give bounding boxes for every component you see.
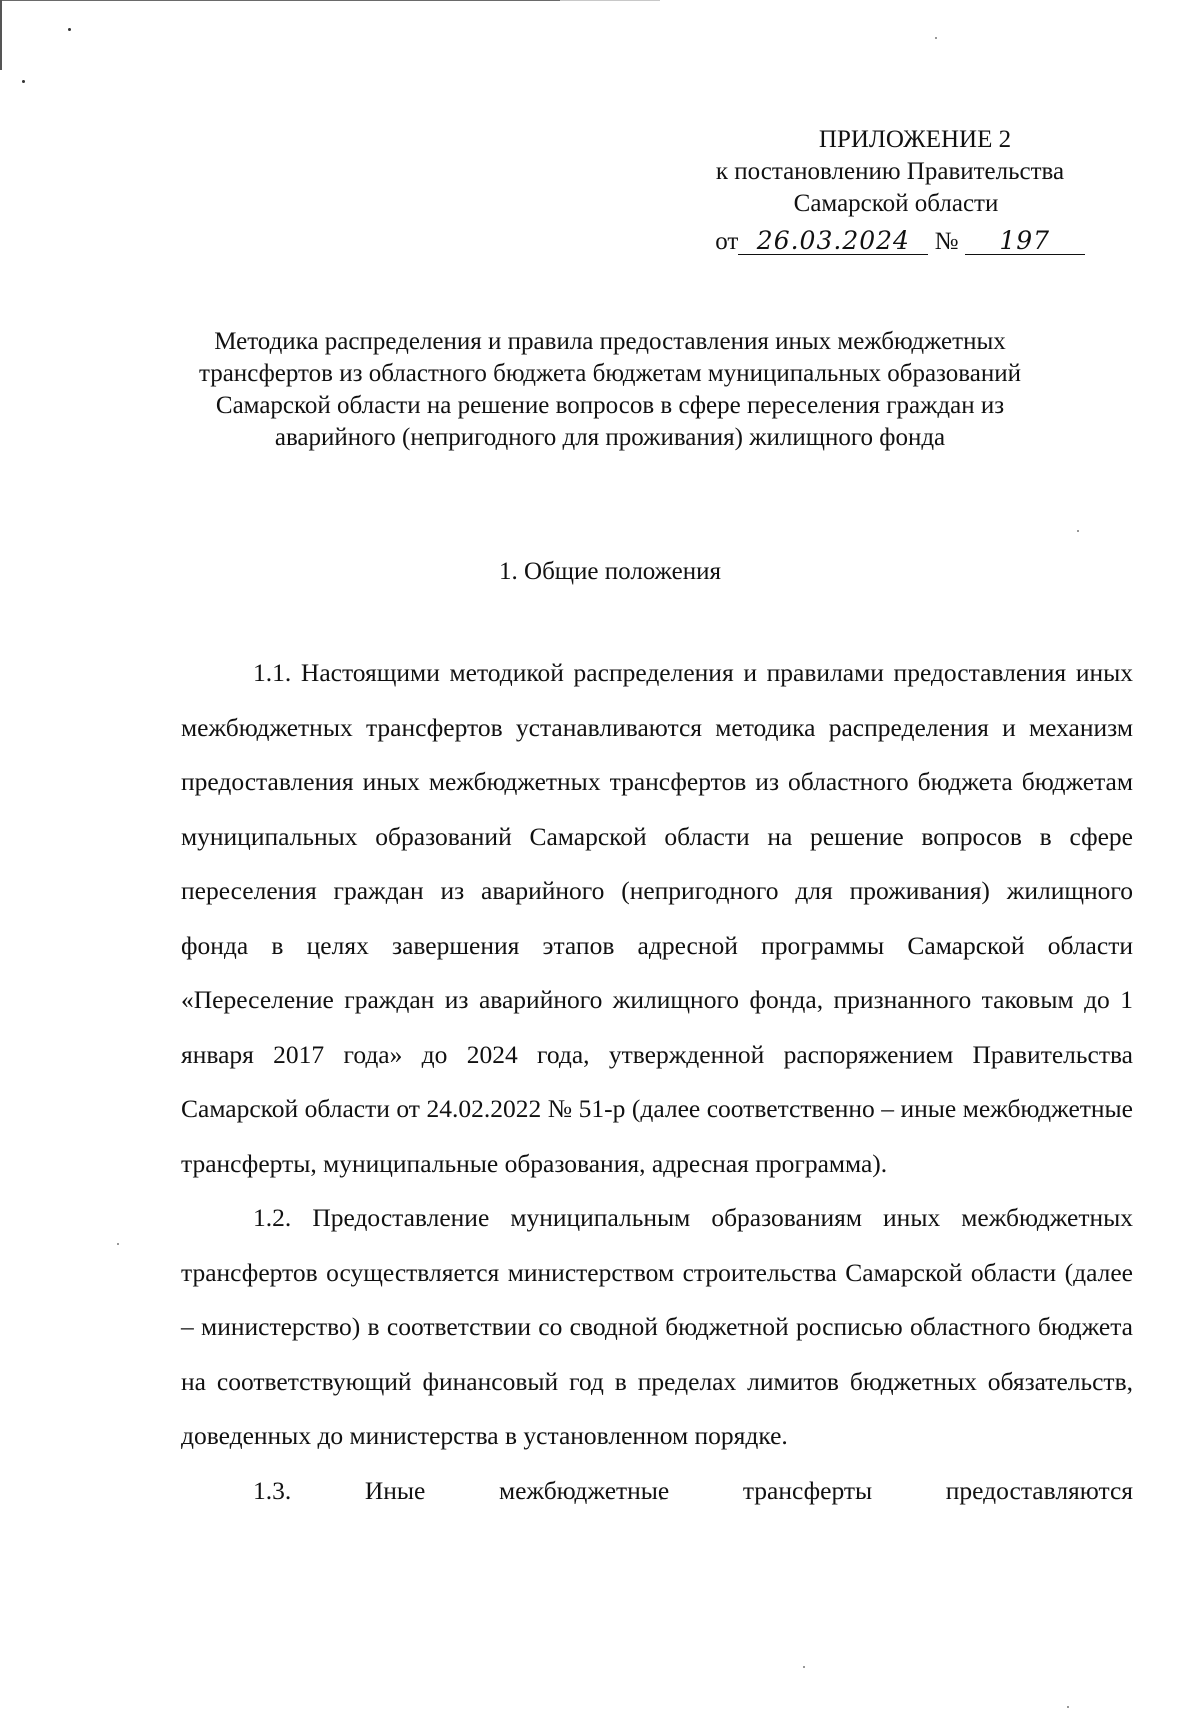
appendix-region: Самарской области — [793, 190, 999, 217]
paragraph-1-2: 1.2. Предоставление муниципальным образованиям иных межбюджетных трансфертов осуществляется министерством строительства Самарской области (далее – министерство) в соответствии со сводной бюджетной росписью областного бюджета на соответствующий финансовый год в пределах лимитов бюджетных обязательств, доведенных до министерства в установленном порядке. — [181, 1203, 1133, 1450]
document-title: Методика распределения и правила предоставления иных межбюджетных трансфертов из областного бюджета бюджетам муниципальных образований Самарской области на решение вопросов в сфере переселения граждан из аварийного (непригодного для проживания) жилищного фонда — [198, 328, 1021, 451]
scan-speck — [117, 1243, 119, 1245]
scan-speck — [803, 1666, 805, 1668]
scan-edge-top-faint — [560, 0, 660, 1]
paragraph-1-3: 1.3. Иные межбюджетные трансферты предоставляются — [253, 1475, 1133, 1505]
handwritten-date: 26.03.2024 — [738, 228, 928, 255]
scan-speck — [22, 80, 25, 83]
handwritten-number: 197 — [965, 228, 1085, 255]
document-body — [181, 646, 1133, 1518]
date-prefix: от — [715, 228, 739, 255]
approval-block — [640, 124, 1140, 258]
scan-speck — [68, 28, 71, 31]
scan-speck — [1067, 1706, 1069, 1708]
scan-speck — [935, 37, 937, 39]
appendix-subtitle: к постановлению Правительства — [715, 158, 1065, 185]
appendix-title: ПРИЛОЖЕНИЕ 2 — [818, 126, 1012, 153]
scan-speck — [1077, 530, 1079, 532]
approval-dateline — [660, 226, 1140, 258]
section-heading: 1. Общие положения — [499, 558, 721, 585]
number-label: № — [934, 228, 959, 255]
scan-edge-top — [0, 0, 560, 1]
paragraph-1-1: 1.1. Настоящими методикой распределения и правилами предоставления иных межбюджетных трансфертов устанавливаются методика распределения и механизм предоставления иных межбюджетных трансфертов из областного бюджета бюджетам муниципальных образований Самарской области на решение вопросов в сфере переселения граждан из аварийного (непригодного для проживания) жилищного фонда в целях завершения этапов адресной программы Самарской области «Переселение граждан из аварийного жилищного фонда, признанного таковым до 1 января 2017 года» до 2024 года, утвержденной распоряжением Правительства Самарской области от 24.02.2022 № 51-р (далее соответственно – иные межбюджетные трансферты, муниципальные образования, адресная программа). — [181, 658, 1133, 1178]
scan-edge-left — [0, 0, 2, 70]
